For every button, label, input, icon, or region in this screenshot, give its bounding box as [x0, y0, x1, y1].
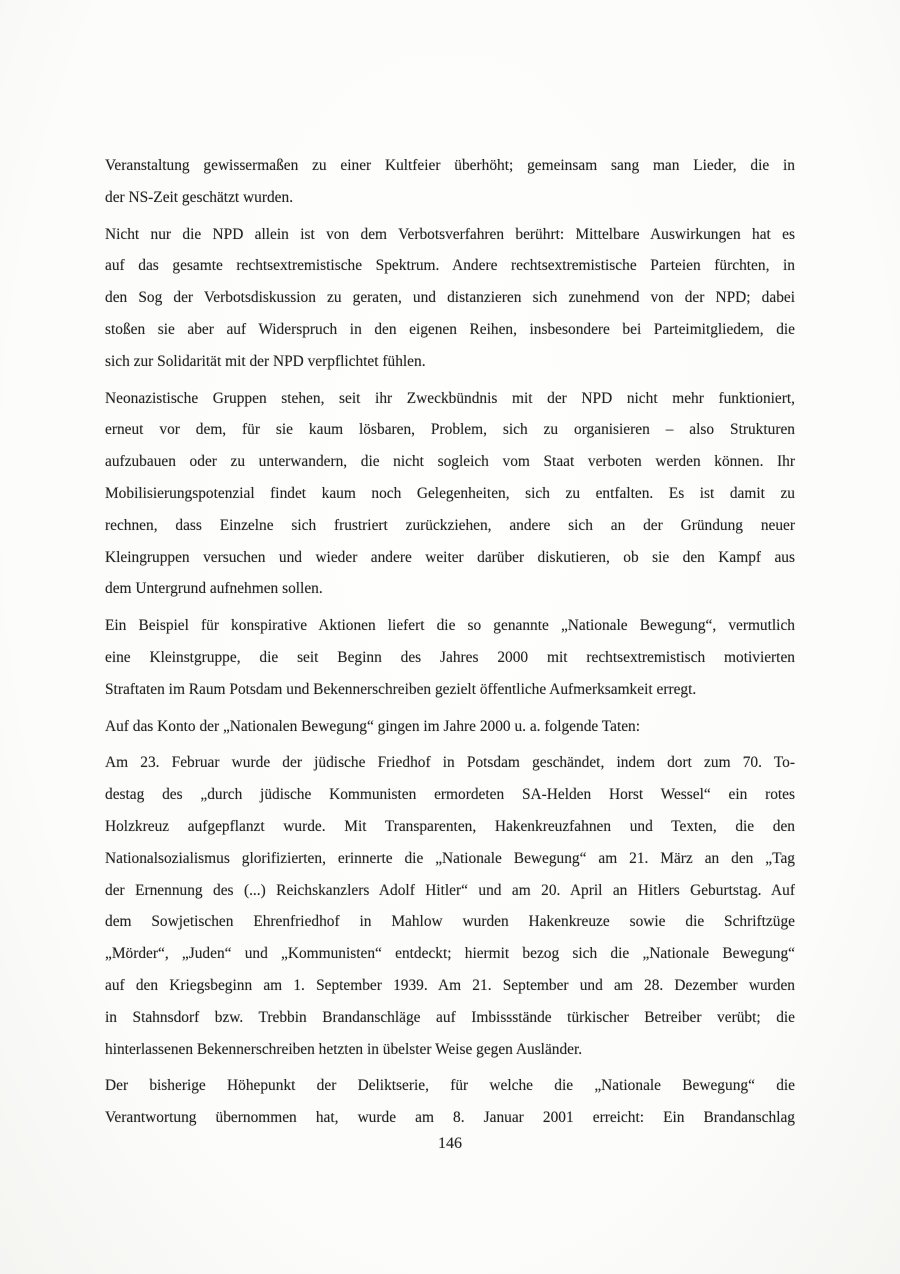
paragraph: [105, 747, 795, 1065]
text-line: Ein Beispiel für konspirative Aktionen liefert die so genannte „Nationale Bewegung“, vermutlich: [105, 617, 795, 635]
text-line: erneut vor dem, für sie kaum lösbaren, Problem, sich zu organisieren – also Strukturen: [105, 421, 795, 439]
text-line: Der bisherige Höhepunkt der Deliktserie, für welche die „Nationale Bewegung“ die: [105, 1077, 795, 1095]
text-line: in Stahnsdorf bzw. Trebbin Brandanschläge auf Imbissstände türkischer Betreiber verübt; die: [105, 1008, 795, 1026]
text-line: Nationalsozialismus glorifizierten, erinnerte die „Nationale Bewegung“ am 21. März an den „Tag: [105, 849, 795, 867]
text-line: aufzubauen oder zu unterwandern, die nicht sogleich vom Staat verboten werden können. Ihr: [105, 453, 795, 471]
text-line: „Mörder“, „Juden“ und „Kommunisten“ entdeckt; hiermit bezog sich die „Nationale Bewegung“: [105, 945, 795, 963]
text-line: hinterlassenen Bekennerschreiben hetzten in übelster Weise gegen Ausländer.: [105, 1040, 583, 1058]
text-line: Holzkreuz aufgepflanzt wurde. Mit Transparenten, Hakenkreuzfahnen und Texten, die den: [105, 817, 795, 835]
text-line: Am 23. Februar wurde der jüdische Friedhof in Potsdam geschändet, indem dort zum 70. To-: [105, 754, 795, 772]
paragraph: [105, 610, 795, 705]
text-line: eine Kleinstgruppe, die seit Beginn des Jahres 2000 mit rechtsextremistisch motivierten: [105, 648, 795, 666]
text-line: Straftaten im Raum Potsdam und Bekennerschreiben gezielt öffentliche Aufmerksamkeit erregt.: [105, 680, 697, 698]
text-line: Neonazistische Gruppen stehen, seit ihr Zweckbündnis mit der NPD nicht mehr funktioniert,: [105, 389, 795, 407]
text-line: destag des „durch jüdische Kommunisten ermordeten SA-Helden Horst Wessel“ ein rotes: [105, 786, 795, 804]
text-line: auf das gesamte rechtsextremistische Spektrum. Andere rechtsextremistische Parteien fürchten, in: [105, 257, 795, 275]
text-line: den Sog der Verbotsdiskussion zu geraten, und distanzieren sich zunehmend von der NPD; dabei: [105, 289, 795, 307]
text-line: rechnen, dass Einzelne sich frustriert zurückziehen, andere sich an der Gründung neuer: [105, 516, 795, 534]
text-line: Mobilisierungspotenzial findet kaum noch Gelegenheiten, sich zu entfalten. Es ist damit zu: [105, 484, 795, 502]
text-line: Auf das Konto der „Nationalen Bewegung“ gingen im Jahre 2000 u. a. folgende Taten:: [105, 717, 641, 735]
text-line: stoßen sie aber auf Widerspruch in den eigenen Reihen, insbesondere bei Parteimitgliedem, die: [105, 320, 795, 338]
text-line: Veranstaltung gewissermaßen zu einer Kultfeier überhöht; gemeinsam sang man Lieder, die in: [105, 157, 795, 174]
paragraph: [105, 1070, 795, 1134]
text-line: sich zur Solidarität mit der NPD verpflichtet fühlen.: [105, 352, 426, 370]
text-line: dem Sowjetischen Ehrenfriedhof in Mahlow wurden Hakenkreuze sowie die Schriftzüge: [105, 913, 795, 931]
paragraph: [105, 711, 795, 743]
paragraph: [105, 219, 795, 378]
text-line: der Ernennung des (...) Reichskanzlers Adolf Hitler“ und am 20. April an Hitlers Geburtstag. Auf: [105, 881, 795, 899]
text-line: Kleingruppen versuchen und wieder andere weiter darüber diskutieren, ob sie den Kampf aus: [105, 548, 795, 566]
paragraph: [105, 150, 795, 214]
text-line: der NS-Zeit geschätzt wurden.: [105, 188, 294, 206]
text-line: auf den Kriegsbeginn am 1. September 1939. Am 21. September und am 28. Dezember wurden: [105, 976, 795, 994]
text-line: Nicht nur die NPD allein ist von dem Verbotsverfahren berührt: Mittelbare Auswirkungen hat es: [105, 225, 795, 243]
paragraph: [105, 383, 795, 606]
page-number: 146: [438, 1135, 462, 1152]
document-body: [105, 150, 795, 1139]
text-line: dem Untergrund aufnehmen sollen.: [105, 580, 323, 598]
text-line: Verantwortung übernommen hat, wurde am 8. Januar 2001 erreicht: Ein Brandanschlag: [105, 1109, 795, 1127]
